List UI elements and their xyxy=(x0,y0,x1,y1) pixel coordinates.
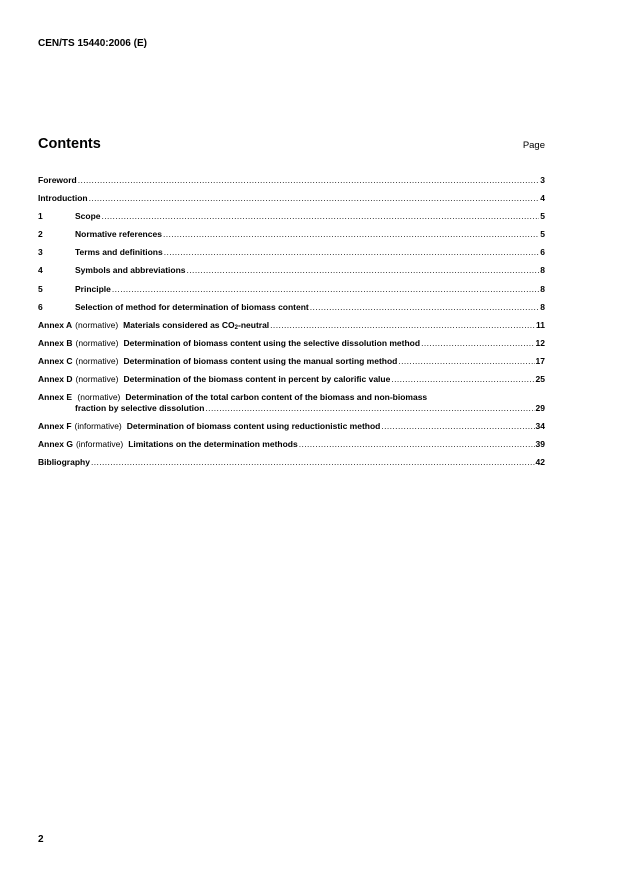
toc-entry-line-1 xyxy=(38,392,545,403)
annex-type: (normative) xyxy=(75,374,119,385)
toc-entry-bibliography[interactable] xyxy=(38,457,545,468)
toc-entry-page: 8 xyxy=(540,301,545,312)
toc-entry-page: 39 xyxy=(535,439,545,450)
leader-dots xyxy=(91,457,535,468)
leader-dots xyxy=(421,338,534,349)
toc-entry-foreword[interactable] xyxy=(38,175,545,186)
subscript: 2 xyxy=(234,324,238,331)
toc-entry-scope[interactable] xyxy=(38,211,545,222)
annex-label: Annex B xyxy=(38,337,73,348)
toc-entry-annex-a[interactable] xyxy=(38,320,545,331)
leader-dots xyxy=(310,302,539,313)
toc-entry-title: Normative references xyxy=(75,229,162,240)
title-part: -neutral xyxy=(238,319,270,330)
annex-label: Annex D xyxy=(38,374,73,385)
toc-entry-title: Scope xyxy=(75,211,101,222)
toc-entry-annex-g[interactable] xyxy=(38,439,545,450)
toc-entry-page: 11 xyxy=(536,319,545,330)
leader-dots xyxy=(270,320,535,331)
leader-dots xyxy=(112,284,539,295)
toc-entry-title: Determination of biomass content using reductionistic method xyxy=(126,421,381,432)
annex-type: (normative) xyxy=(77,392,121,403)
toc-entry-line-2 xyxy=(38,403,545,414)
toc-entry-title: Terms and definitions xyxy=(75,247,163,258)
toc-entry-number: 4 xyxy=(38,265,43,276)
annex-label: Annex A xyxy=(38,319,73,330)
toc-entry-annex-b[interactable] xyxy=(38,338,545,349)
title-part: Materials considered as CO xyxy=(123,319,235,330)
toc-entry-annex-c[interactable] xyxy=(38,356,545,367)
document-id: CEN/TS 15440:2006 (E) xyxy=(38,38,147,49)
toc-entry-page: 4 xyxy=(540,193,545,204)
annex-type: (informative) xyxy=(75,439,124,450)
toc-entry-number: 5 xyxy=(38,283,43,294)
toc-entry-normative-references[interactable] xyxy=(38,229,545,240)
toc-entry-annex-e[interactable] xyxy=(38,392,545,414)
toc-entry-title: Determination of biomass content using the manual sorting method xyxy=(123,355,398,366)
toc-entry-title-cont: fraction by selective dissolution xyxy=(75,403,205,414)
leader-dots xyxy=(102,211,540,222)
annex-type: (informative) xyxy=(74,421,122,432)
leader-dots xyxy=(205,403,534,414)
toc-entry-title: Determination of biomass content using the selective dissolution method xyxy=(123,337,421,348)
annex-type: (normative) xyxy=(75,337,119,348)
toc-entry-page: 12 xyxy=(535,337,545,348)
toc-entry-title: Determination of the biomass content in percent by calorific value xyxy=(123,374,391,385)
toc-entry-page: 6 xyxy=(540,247,545,258)
toc-entry-page: 5 xyxy=(540,211,545,222)
leader-dots xyxy=(398,356,534,367)
toc-entry-page: 42 xyxy=(535,457,545,468)
annex-label: Annex F xyxy=(38,421,72,432)
toc-entry-introduction[interactable] xyxy=(38,193,545,204)
annex-type: (normative) xyxy=(75,319,119,330)
toc-entry-title: Symbols and abbreviations xyxy=(75,265,186,276)
toc-entry-page: 3 xyxy=(540,175,545,185)
toc-entry-title: Limitations on the determination methods xyxy=(128,439,298,450)
toc-entry-title: Principle xyxy=(75,283,111,294)
toc-entry-page: 25 xyxy=(535,374,545,385)
table-of-contents xyxy=(38,175,545,476)
toc-entry-page: 5 xyxy=(540,229,545,240)
toc-entry-number: 3 xyxy=(38,247,43,258)
annex-label: Annex E xyxy=(38,392,73,403)
toc-entry-annex-d[interactable] xyxy=(38,374,545,385)
toc-entry-title: Determination of the total carbon content of the biomass and non-biomass xyxy=(125,392,428,403)
page-column-label: Page xyxy=(522,140,545,151)
leader-dots xyxy=(299,439,535,450)
toc-entry-symbols-abbreviations[interactable] xyxy=(38,265,545,276)
toc-entry-title xyxy=(123,320,269,331)
toc-entry-number: 6 xyxy=(38,301,43,312)
leader-dots xyxy=(78,175,540,186)
toc-entry-title: Selection of method for determination of biomass content xyxy=(75,301,309,312)
annex-type: (normative) xyxy=(75,355,119,366)
toc-entry-principle[interactable] xyxy=(38,284,545,295)
toc-entry-page: 8 xyxy=(540,265,545,276)
contents-heading: Contents xyxy=(38,136,101,152)
annex-label: Annex C xyxy=(38,355,73,366)
toc-entry-number: 1 xyxy=(38,211,43,222)
toc-entry-page: 8 xyxy=(540,283,545,294)
toc-entry-title: Bibliography xyxy=(38,457,90,468)
toc-entry-terms-definitions[interactable] xyxy=(38,247,545,258)
leader-dots xyxy=(381,421,534,432)
toc-entry-title: Introduction xyxy=(38,193,88,204)
leader-dots xyxy=(187,265,540,276)
toc-entry-page: 17 xyxy=(535,355,545,366)
leader-dots xyxy=(391,374,534,385)
toc-entry-selection-of-method[interactable] xyxy=(38,302,545,313)
toc-entry-page: 34 xyxy=(535,421,545,432)
leader-dots xyxy=(163,229,539,240)
toc-entry-number: 2 xyxy=(38,229,43,240)
toc-entry-page: 29 xyxy=(535,403,545,414)
leader-dots xyxy=(164,247,540,258)
toc-entry-annex-f[interactable] xyxy=(38,421,545,432)
page-number: 2 xyxy=(38,834,44,845)
leader-dots xyxy=(89,193,540,204)
annex-label: Annex G xyxy=(38,439,73,450)
toc-entry-title: Foreword xyxy=(38,175,77,185)
